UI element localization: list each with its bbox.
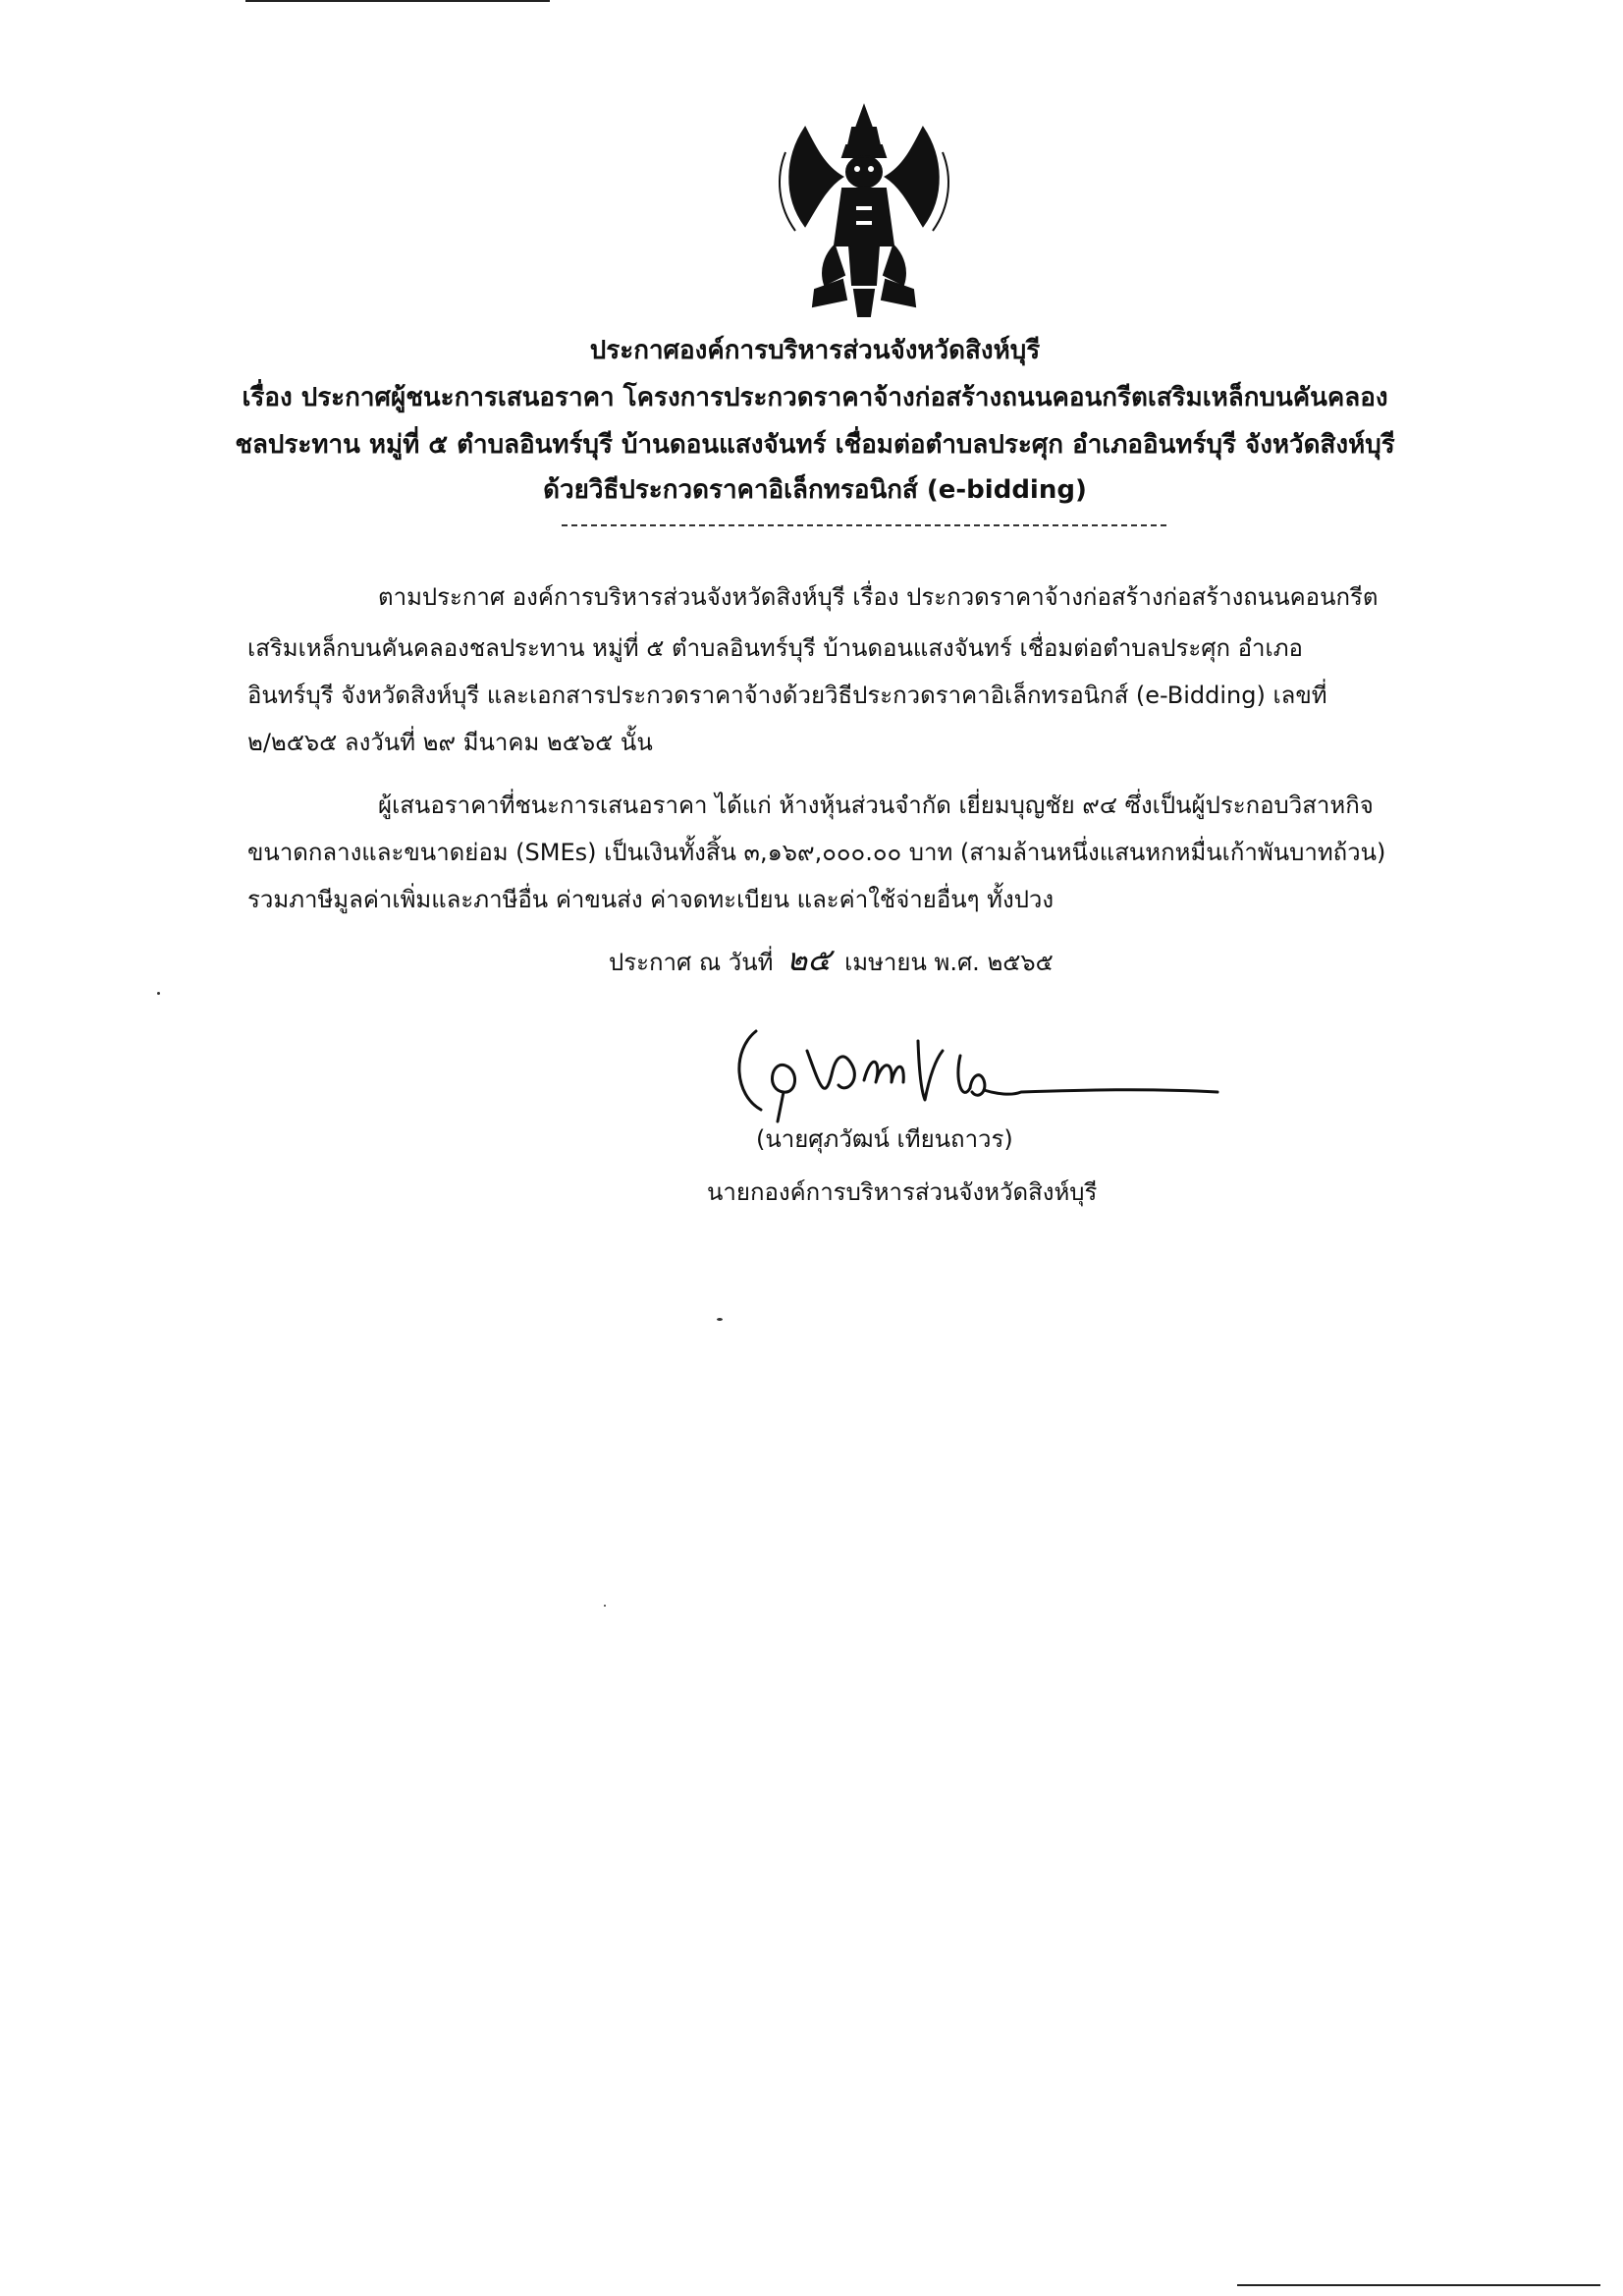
paragraph-1-line-2: เสริมเหล็กบนคันคลองชลประทาน หมู่ที่ ๕ ตำบลอินทร์บุรี บ้านดอนแสงจันทร์ เชื่อมต่อตำบลประศุก อำเภอ xyxy=(247,634,1303,662)
paragraph-1-line-1: ตามประกาศ องค์การบริหารส่วนจังหวัดสิงห์บุรี เรื่อง ประกวดราคาจ้างก่อสร้างก่อสร้างถนนคอนกรีต xyxy=(378,583,1379,611)
subject-line-3: ด้วยวิธีประกวดราคาอิเล็กทรอนิกส์ (e-bidding) xyxy=(543,475,1087,505)
announcement-date xyxy=(609,935,1054,985)
handwritten-day: ๒๕ xyxy=(786,941,832,978)
paragraph-2-line-1: ผู้เสนอราคาที่ชนะการเสนอราคา ได้แก่ ห้างหุ้นส่วนจำกัด เยี่ยมบุญชัย ๙๔ ซึ่งเป็นผู้ประกอบวิสาหกิจ xyxy=(378,792,1374,819)
org-heading: ประกาศองค์การบริหารส่วนจังหวัดสิงห์บุรี xyxy=(589,336,1041,365)
paragraph-1-line-3: อินทร์บุรี จังหวัดสิงห์บุรี และเอกสารประกวดราคาจ้างด้วยวิธีประกวดราคาอิเล็กทรอนิกส์ (e-Bidding) เลขที่ xyxy=(247,682,1327,709)
scan-speck xyxy=(717,1318,723,1321)
paragraph-1-line-4: ๒/๒๕๖๕ ลงวันที่ ๒๙ มีนาคม ๒๕๖๕ นั้น xyxy=(247,729,653,756)
scan-speck xyxy=(604,1605,606,1607)
announcement-month-year: เมษายน พ.ศ. ๒๕๖๕ xyxy=(844,949,1054,976)
garuda-emblem xyxy=(766,98,962,324)
scan-edge-bottom xyxy=(1237,2284,1600,2286)
subject-line-1: เรื่อง ประกาศผู้ชนะการเสนอราคา โครงการประกวดราคาจ้างก่อสร้างถนนคอนกรีตเสริมเหล็กบนคันคลอง xyxy=(242,383,1388,412)
signatory-title: นายกองค์การบริหารส่วนจังหวัดสิงห์บุรี xyxy=(707,1178,1098,1206)
signatory-name: (นายศุภวัฒน์ เทียนถาวร) xyxy=(756,1125,1013,1153)
handwritten-signature xyxy=(727,1011,1237,1129)
scan-speck xyxy=(157,992,160,995)
paragraph-2-line-3: รวมภาษีมูลค่าเพิ่มและภาษีอื่น ค่าขนส่ง ค่าจดทะเบียน และค่าใช้จ่ายอื่นๆ ทั้งปวง xyxy=(247,886,1055,913)
announcement-prefix: ประกาศ ณ วันที่ xyxy=(609,949,774,976)
scan-edge-top xyxy=(245,0,550,2)
subject-line-2: ชลประทาน หมู่ที่ ๕ ตำบลอินทร์บุรี บ้านดอนแสงจันทร์ เชื่อมต่อตำบลประศุก อำเภออินทร์บุรี จังหวัดสิงห์บุรี xyxy=(235,430,1395,460)
paragraph-2-line-2: ขนาดกลางและขนาดย่อม (SMEs) เป็นเงินทั้งสิ้น ๓,๑๖๙,๐๐๐.๐๐ บาท (สามล้านหนึ่งแสนหกหมื่นเก้าพันบาทถ้วน) xyxy=(247,839,1386,866)
heading-divider xyxy=(562,524,1166,526)
